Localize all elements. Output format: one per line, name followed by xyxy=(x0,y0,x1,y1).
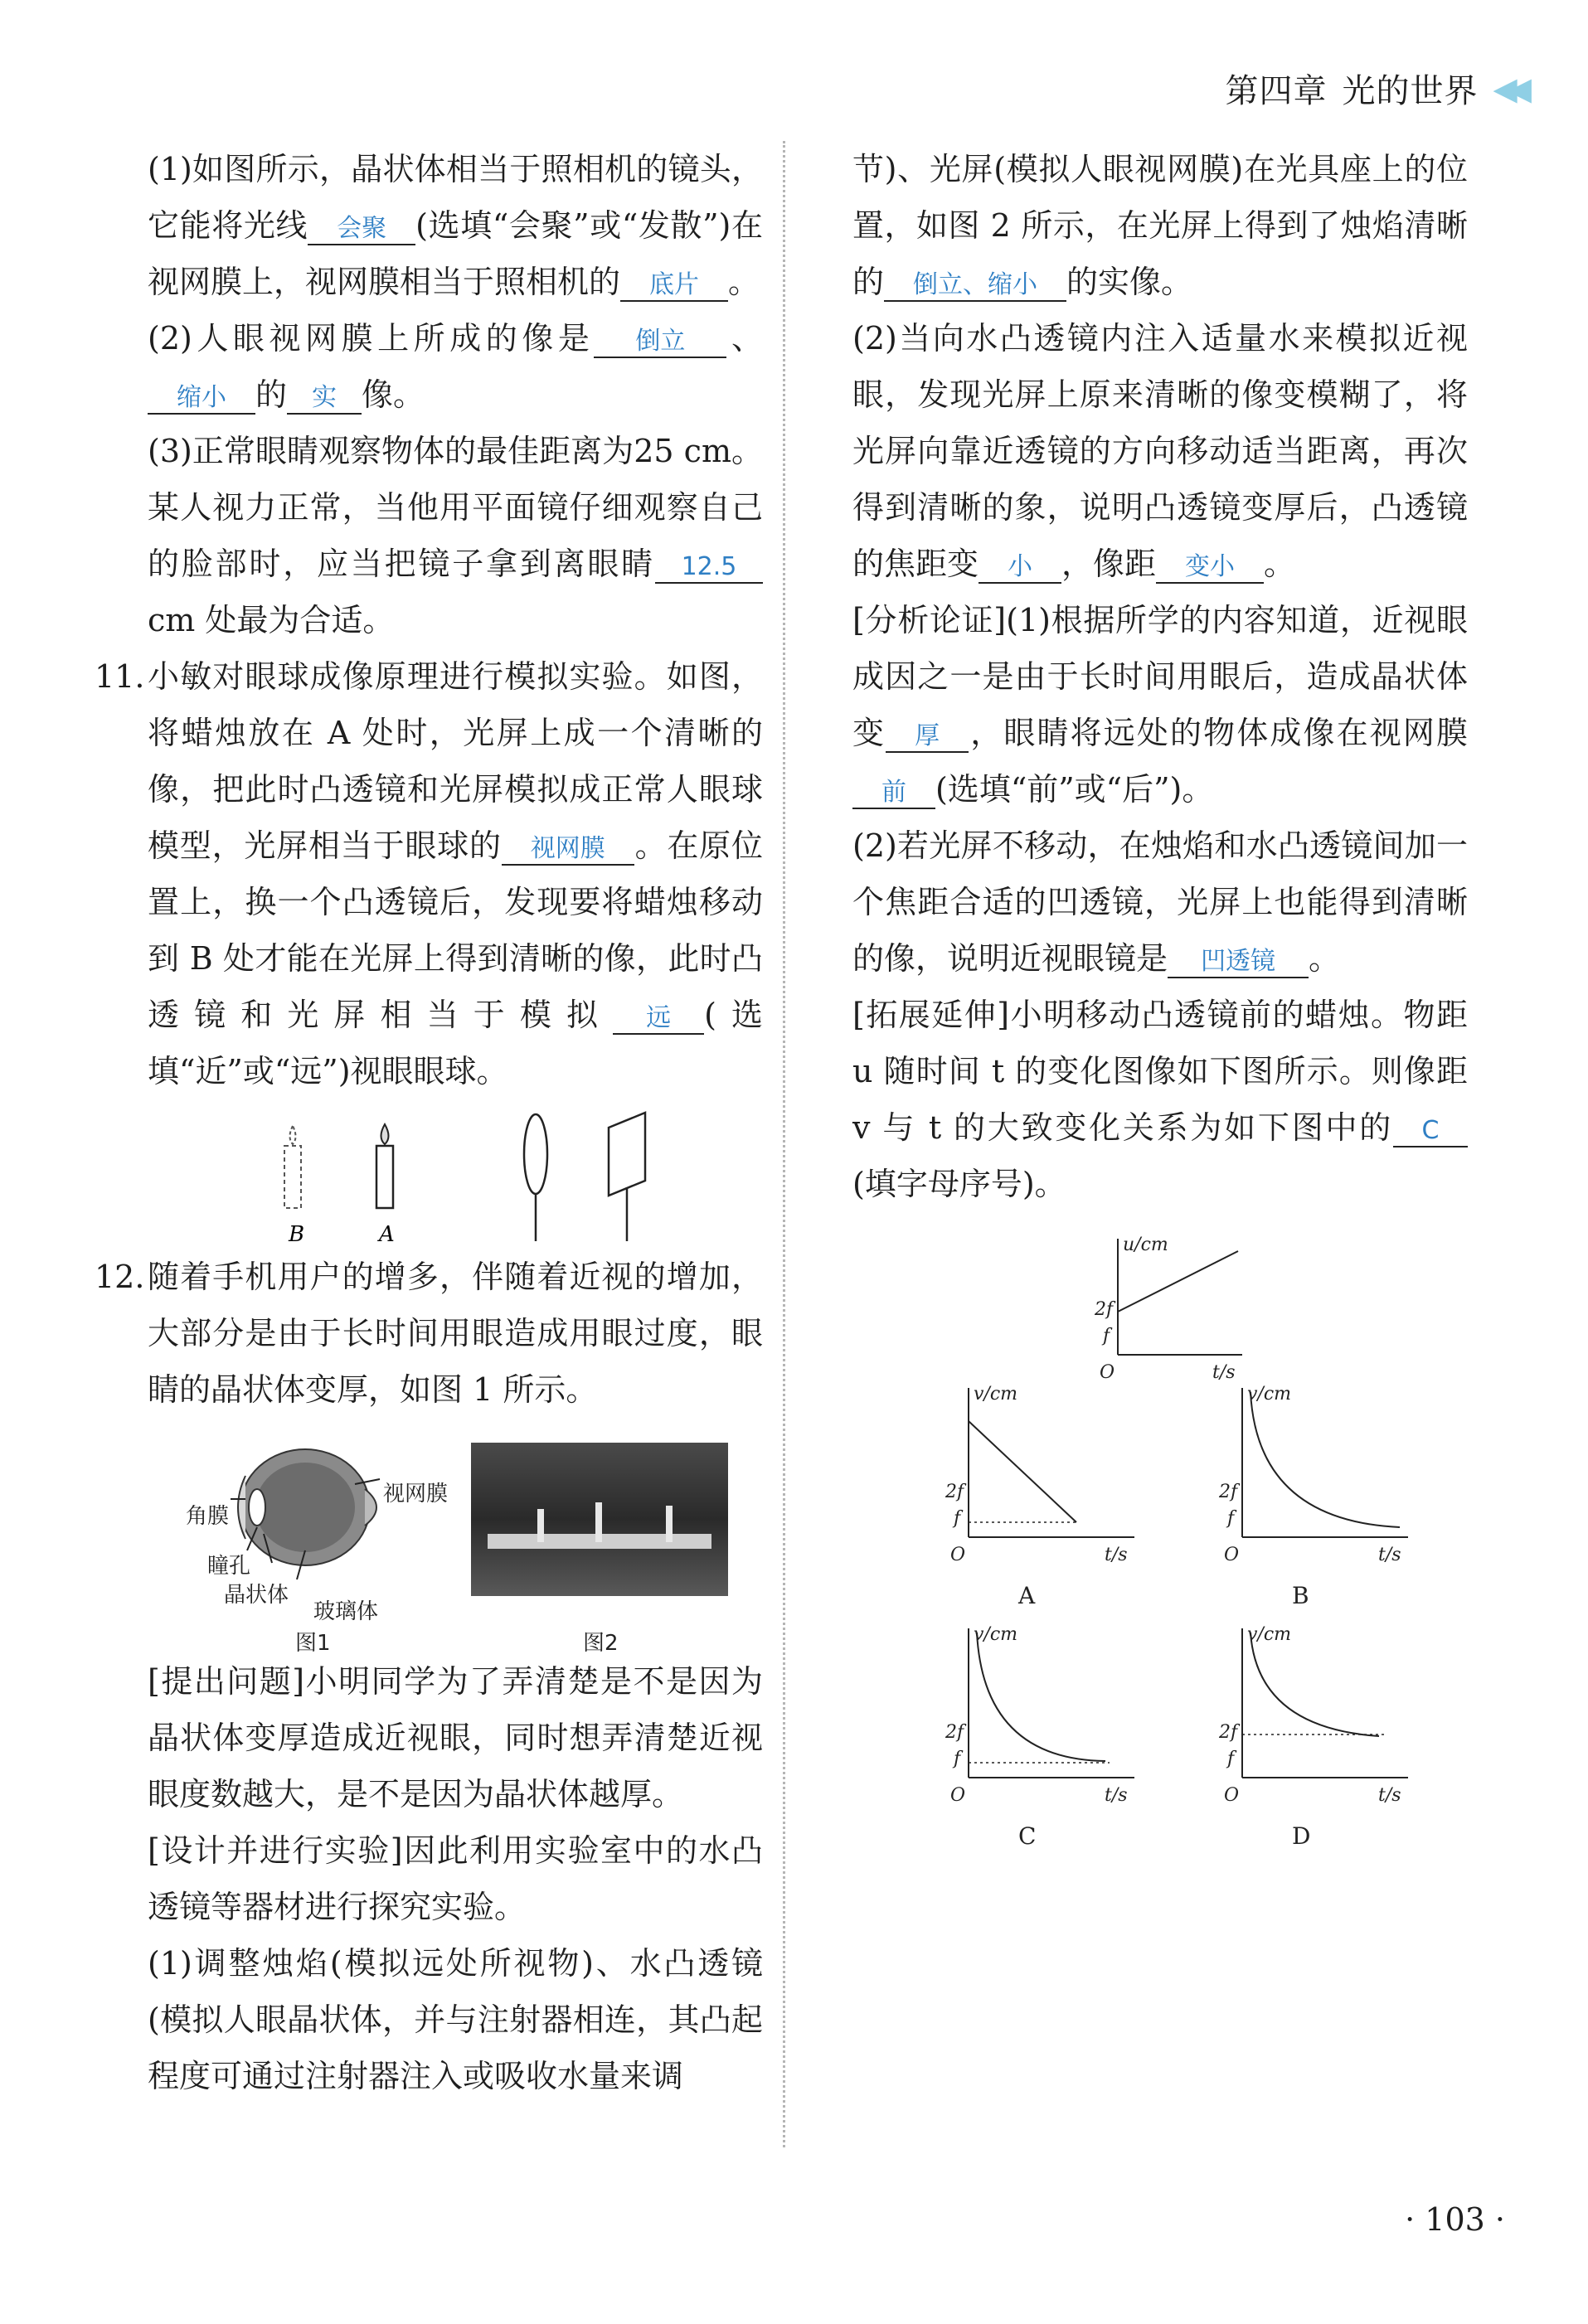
label-b: B xyxy=(289,1222,305,1245)
question-12: 12. 随着手机用户的增多，伴随着近视的增加，大部分是由于长时间用眼造成用眼过度，眼睛的晶状体变厚，如图 1 所示。 xyxy=(148,1249,763,1418)
candle-b-icon xyxy=(284,1126,301,1208)
question-11: 11. 小敏对眼球成像原理进行模拟实验。如图，将蜡烛放在 A 处时，光屏上成一个清晰的像，把此时凸透镜和光屏模拟成正常人眼球模型，光屏相当于眼球的 视网膜 。在原位置上，换一个凸透镜后，发现要将蜡烛移动到 B 处才能在光屏上得到清晰的像，此时凸透镜和光屏相当于模拟 远 (选填“近”或“远”)视眼眼球。 xyxy=(148,648,763,1099)
label-a: A xyxy=(379,1222,395,1245)
y-axis-label: v/cm xyxy=(1247,1384,1292,1405)
tick-f: f xyxy=(954,1508,961,1529)
tick-2f: 2f xyxy=(945,1482,964,1502)
answer-blank[interactable]: C xyxy=(1393,1109,1468,1147)
tick-2f: 2f xyxy=(1219,1482,1238,1502)
v-curve xyxy=(1250,1633,1379,1736)
y-axis-label: u/cm xyxy=(1123,1235,1168,1255)
x-axis-label: t/s xyxy=(1212,1362,1236,1383)
u-line xyxy=(1118,1251,1238,1312)
answer-blank[interactable]: 凹透镜 xyxy=(1168,940,1309,978)
graph-b xyxy=(1218,1384,1408,1609)
answer-blank[interactable]: 厚 xyxy=(886,715,969,753)
left-column xyxy=(95,141,763,2104)
column-divider xyxy=(783,141,785,2147)
answer-blank[interactable]: 实 xyxy=(287,376,362,415)
option-label: B xyxy=(1292,1582,1309,1609)
q10-part3: (3)正常眼睛观察物体的最佳距离为25 cm。某人视力正常，当他用平面镜仔细观察自己的脸部时，应当把镜子拿到离眼睛 12.5cm 处最为合适。 xyxy=(148,433,763,638)
right-column xyxy=(852,141,1468,1885)
tick-f: f xyxy=(1227,1749,1235,1769)
option-label: D xyxy=(1292,1822,1311,1850)
chapter-title: 光的世界 xyxy=(1342,72,1479,110)
y-axis-label: v/cm xyxy=(974,1624,1018,1645)
extension: [拓展延伸]小明移动凸透镜前的蜡烛。物距 u 随时间 t 的变化图像如下图所示。则像距 v 与 t 的大致变化关系为如下图中的 C(填字母序号)。 xyxy=(852,997,1468,1202)
y-axis-label: v/cm xyxy=(1247,1624,1292,1645)
double-arrow-icon: ◀◀ xyxy=(1493,70,1522,107)
answer-blank[interactable]: 远 xyxy=(613,997,704,1035)
page-number: · 103 · xyxy=(1405,2201,1505,2238)
x-axis-label: t/s xyxy=(1378,1785,1401,1806)
graph-d xyxy=(1218,1624,1408,1850)
light-screen-icon xyxy=(609,1113,645,1241)
tick-f: f xyxy=(1103,1326,1110,1346)
candle-lens-screen-figure xyxy=(148,1104,763,1245)
graphs-figure xyxy=(852,1222,1468,1885)
tick-f: f xyxy=(954,1749,961,1769)
label-pupil: 瞳孔 xyxy=(207,1554,251,1579)
experiment-step-2: (2)当向水凸透镜内注入适量水来模拟近视眼，发现光屏上原来清晰的像变模糊了，将光屏向靠近透镜的方向移动适当距离，再次得到清晰的象，说明凸透镜变厚后，凸透镜的焦距变 小 ，像距 变小 。 xyxy=(852,320,1468,582)
tick-2f: 2f xyxy=(1219,1722,1238,1743)
answer-blank[interactable]: 视网膜 xyxy=(502,827,634,866)
answer-blank[interactable]: 小 xyxy=(979,546,1061,584)
answer-blank[interactable]: 会聚 xyxy=(308,207,415,245)
origin-label: O xyxy=(950,1785,966,1806)
figure-2-caption: 图2 xyxy=(583,1631,619,1656)
eye-and-experiment-figures xyxy=(148,1434,763,1656)
candle-a-icon xyxy=(376,1124,393,1208)
question-number: 12. xyxy=(95,1259,145,1295)
answer-blank[interactable]: 变小 xyxy=(1156,546,1264,584)
convex-lens-icon xyxy=(524,1114,547,1241)
label-cornea: 角膜 xyxy=(186,1504,230,1529)
tick-2f: 2f xyxy=(945,1722,964,1743)
chapter-number: 第四章 xyxy=(1225,72,1328,110)
x-axis-label: t/s xyxy=(1378,1545,1401,1565)
y-axis-label: v/cm xyxy=(974,1384,1018,1405)
chapter-header xyxy=(1226,65,1522,112)
analysis-2: (2)若光屏不移动，在烛焰和水凸透镜间加一个焦距合适的凹透镜，光屏上也能得到清晰的像，说明近视眼镜是 凹透镜 。 xyxy=(852,827,1468,977)
experiment-step-1: (1)调整烛焰(模拟远处所视物)、水凸透镜(模拟人眼晶状体，并与注射器相连，其凸起程度可通过注射器注入或吸收水量来调 xyxy=(148,1945,763,2094)
q10-part2: (2)人眼视网膜上所成的像是 倒立 、缩小 的 实 像。 xyxy=(148,320,763,413)
origin-label: O xyxy=(950,1545,966,1565)
raise-question: [提出问题]小明同学为了弄清楚是不是因为晶状体变厚造成近视眼，同时想弄清楚近视眼度数越大，是不是因为晶状体越厚。 xyxy=(148,1663,763,1812)
experiment-photo xyxy=(471,1443,728,1596)
label-vitreous: 玻璃体 xyxy=(313,1599,379,1624)
question-number: 11. xyxy=(95,658,145,695)
figure-1-caption: 图1 xyxy=(295,1631,331,1656)
option-label: A xyxy=(1018,1582,1036,1609)
v-curve xyxy=(977,1633,1105,1761)
experiment-step-1-cont: 节)、光屏(模拟人眼视网膜)在光具座上的位置，如图 2 所示，在光屏上得到了烛焰清晰的 倒立、缩小 的实像。 xyxy=(852,151,1468,300)
graph-a xyxy=(945,1384,1134,1609)
answer-blank[interactable]: 倒立、缩小 xyxy=(884,264,1066,302)
label-lens: 晶状体 xyxy=(224,1583,289,1608)
origin-label: O xyxy=(1100,1362,1115,1383)
u-t-graph xyxy=(1094,1235,1242,1383)
x-axis-label: t/s xyxy=(1105,1545,1128,1565)
option-label: C xyxy=(1018,1822,1037,1850)
answer-blank[interactable]: 缩小 xyxy=(148,376,255,415)
design-experiment: [设计并进行实验]因此利用实验室中的水凸透镜等器材进行探究实验。 xyxy=(148,1832,763,1925)
q10-part1: (1)如图所示，晶状体相当于照相机的镜头，它能将光线 会聚 (选填“会聚”或“发散”)在视网膜上，视网膜相当于照相机的 底片 。 xyxy=(148,151,763,300)
answer-blank[interactable]: 底片 xyxy=(620,264,728,302)
graph-c xyxy=(945,1624,1134,1850)
answer-blank[interactable]: 12.5 xyxy=(655,546,763,584)
v-curve xyxy=(1250,1392,1400,1527)
analysis-1: [分析论证](1)根据所学的内容知道，近视眼成因之一是由于长时间用眼后，造成晶状体变 厚 ，眼睛将远处的物体成像在视网膜前 (选填“前”或“后”)。 xyxy=(852,602,1468,808)
tick-f: f xyxy=(1227,1508,1235,1529)
label-retina: 视网膜 xyxy=(383,1482,449,1506)
answer-blank[interactable]: 前 xyxy=(852,771,935,809)
answer-blank[interactable]: 倒立 xyxy=(594,320,726,358)
tick-2f: 2f xyxy=(1095,1299,1114,1320)
origin-label: O xyxy=(1224,1785,1240,1806)
origin-label: O xyxy=(1224,1545,1240,1565)
v-line xyxy=(969,1421,1076,1522)
x-axis-label: t/s xyxy=(1105,1785,1128,1806)
